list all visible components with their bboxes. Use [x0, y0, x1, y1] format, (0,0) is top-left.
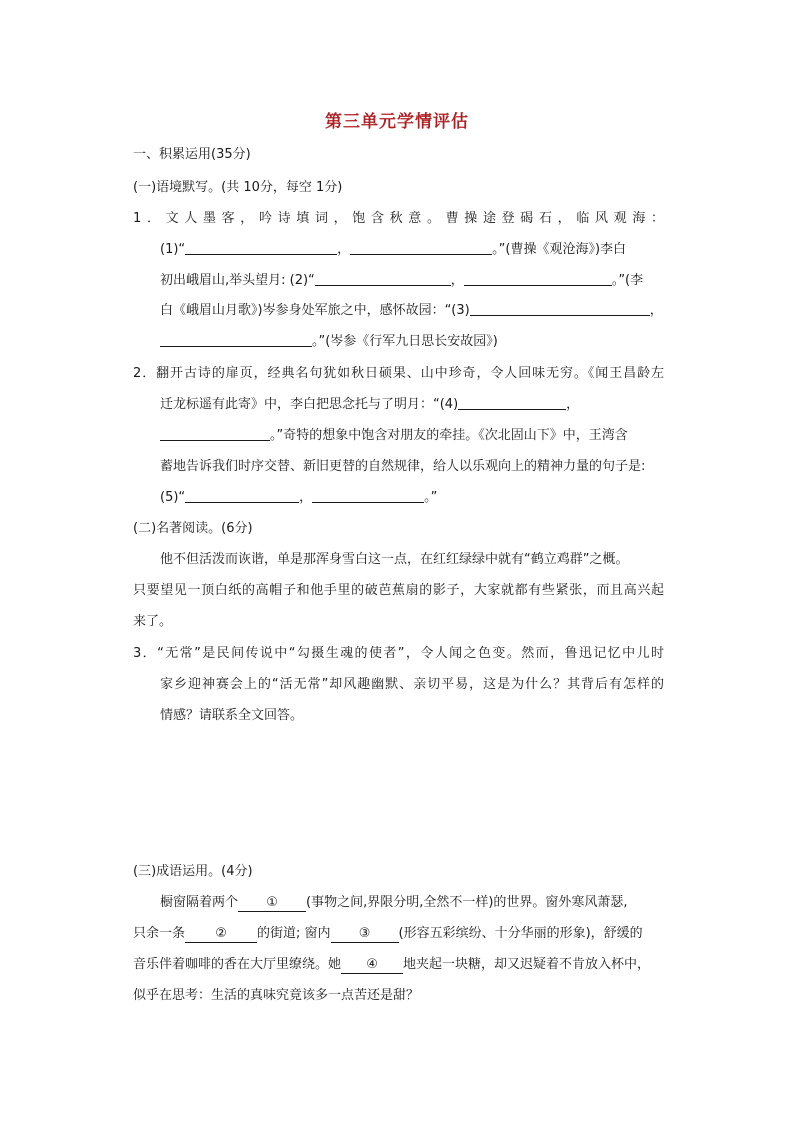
q2-line-1: 2．翻开古诗的扉页，经典名句犹如秋日硕果、山中珍奇，令人回味无穷。《闻王昌龄左 [133, 366, 664, 381]
idiom-blank-4[interactable]: ④ [341, 957, 403, 974]
idiom-line-3: 音乐伴着咖啡的香在大厅里缭绕。她 ④ 地夹起一块糖，却又迟疑着不肯放入杯中， [133, 957, 651, 972]
passage-line-2: 只要望见一顶白纸的高帽子和他手里的破芭蕉扇的影子，大家就都有些紧张，而且高兴起 [133, 583, 664, 598]
idiom-blank-2[interactable]: ② [185, 926, 257, 943]
answer-blank-3b[interactable] [160, 333, 312, 347]
q1-line-2: (1)“ ， 。”(曹操《观沧海》)李白 [160, 242, 627, 257]
answer-blank-4b[interactable] [160, 427, 270, 441]
idiom-line-4: 似乎在思考：生活的真味究竟该多一点苦还是甜？ [133, 988, 420, 1003]
q3-answer-area[interactable] [133, 735, 663, 850]
idiom-blank-1[interactable]: ① [238, 895, 306, 912]
answer-blank-5b[interactable] [312, 489, 424, 503]
q1-line-3: 初出峨眉山,举头望月: (2)“ ， 。”(李 [160, 273, 644, 288]
idiom-blank-3[interactable]: ③ [331, 926, 399, 943]
q2-line-2: 迁龙标遥有此寄》中，李白把思念托与了明月：“(4) ， [160, 397, 580, 412]
subsection-dictation: (一)语境默写。(共 10分，每空 1分) [133, 180, 343, 195]
idiom-line-2: 只余一条 ② 的街道; 窗内 ③ (形容五彩缤纷、十分华丽的形象)，舒缓的 [133, 926, 643, 941]
page-title: 第三单元学情评估 [325, 112, 469, 132]
q3-line-3: 情感？请联系全文回答。 [160, 708, 304, 723]
q1-line-1: 1．文人墨客，吟诗填词，饱含秋意。曹操途登碣石，临风观海： [133, 211, 664, 226]
q3-line-2: 家乡迎神赛会上的“活无常”却风趣幽默、亲切平易，这是为什么？其背后有怎样的 [160, 677, 664, 692]
answer-blank-3a[interactable] [470, 302, 650, 316]
q1-line-5: 。”(岑参《行军九日思长安故园》) [160, 333, 664, 351]
subsection-idiom-usage: (三)成语运用。(4分) [133, 864, 253, 879]
passage-line-3: 来了。 [133, 614, 173, 629]
answer-blank-5a[interactable] [185, 489, 299, 503]
q2-line-3: 。”奇特的想象中饱含对朋友的牵挂。《次北固山下》中，王湾含 [160, 427, 664, 445]
q1-line-4: 白《峨眉山月歌》)岑参身处军旅之中，感怀故园：“(3) ， [160, 303, 663, 318]
q2-line-5: (5)“ ， 。” [160, 490, 438, 505]
answer-blank-1a[interactable] [185, 241, 337, 255]
passage-line-1: 他不但活泼而诙谐，单是那浑身雪白这一点，在红红绿绿中就有“鹤立鸡群”之概。 [160, 552, 629, 567]
section-heading-1: 一、积累运用(35分) [133, 147, 251, 162]
answer-blank-1b[interactable] [350, 241, 492, 255]
idiom-line-1: 橱窗隔着两个 ① (事物之间,界限分明,全然不一样)的世界。窗外寒风萧瑟, [160, 895, 628, 910]
answer-blank-2a[interactable] [315, 272, 451, 286]
answer-blank-4a[interactable] [458, 396, 566, 410]
q3-line-1: 3．“无常”是民间传说中“勾摄生魂的使者”，令人闻之色变。然而，鲁迅记忆中儿时 [133, 646, 664, 661]
subsection-classic-reading: (二)名著阅读。(6分) [133, 521, 253, 536]
q2-line-4: 蓄地告诉我们时序交替、新旧更替的自然规律，给人以乐观向上的精神力量的句子是: [160, 459, 646, 474]
answer-blank-2b[interactable] [464, 272, 612, 286]
